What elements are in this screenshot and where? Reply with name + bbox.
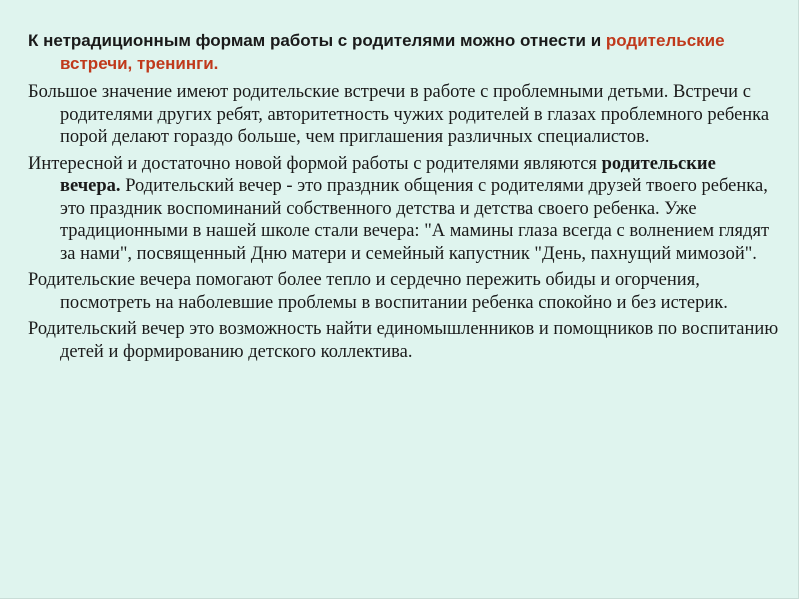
paragraph-evenings-benefits: [28, 269, 780, 314]
intro-highlight: родительские встречи, тренинги.: [60, 31, 725, 73]
paragraph-evening-opportunity: [28, 318, 780, 363]
intro-text: К нетрадиционным формам работы с родителями можно отнести и: [28, 31, 606, 50]
paragraph-parent-meetings: [28, 81, 780, 149]
paragraph-parent-evenings-after: Родительский вечер - это праздник общения с родителями друзей твоего ребенка, это праздник воспоминаний собственного детства и детства своего ребенка. Уже традиционными в нашей школе стали вечера: "А мамины глаза всегда с волнением глядят за нами", посвященный Дню матери и семейный капустник "День, пахнущий мимозой".: [60, 176, 770, 264]
paragraph-parent-evenings: [28, 153, 780, 266]
paragraph-parent-evenings-before: Интересной и достаточно новой формой работы с родителями являются: [28, 153, 602, 174]
paragraph-parent-meetings-text: Большое значение имеют родительские встречи в работе с проблемными детьми. Встречи с родителями других ребят, авторитетность чужих родителей в глазах проблемного ребенка порой делают гораздо больше, чем приглашения различных специалистов.: [28, 82, 770, 147]
slide-content: [28, 29, 780, 367]
paragraph-evenings-benefits-text: Родительские вечера помогают более тепло и сердечно пережить обиды и огорчения, посмотреть на наболевшие проблемы в воспитании ребенка спокойно и без истерик.: [28, 270, 728, 313]
parent-evenings-term: родительские вечера.: [60, 153, 716, 196]
intro-paragraph: [28, 29, 780, 75]
paragraph-evening-opportunity-text: Родительский вечер это возможность найти единомышленников и помощников по воспитанию детей и формированию детского коллектива.: [28, 319, 779, 362]
